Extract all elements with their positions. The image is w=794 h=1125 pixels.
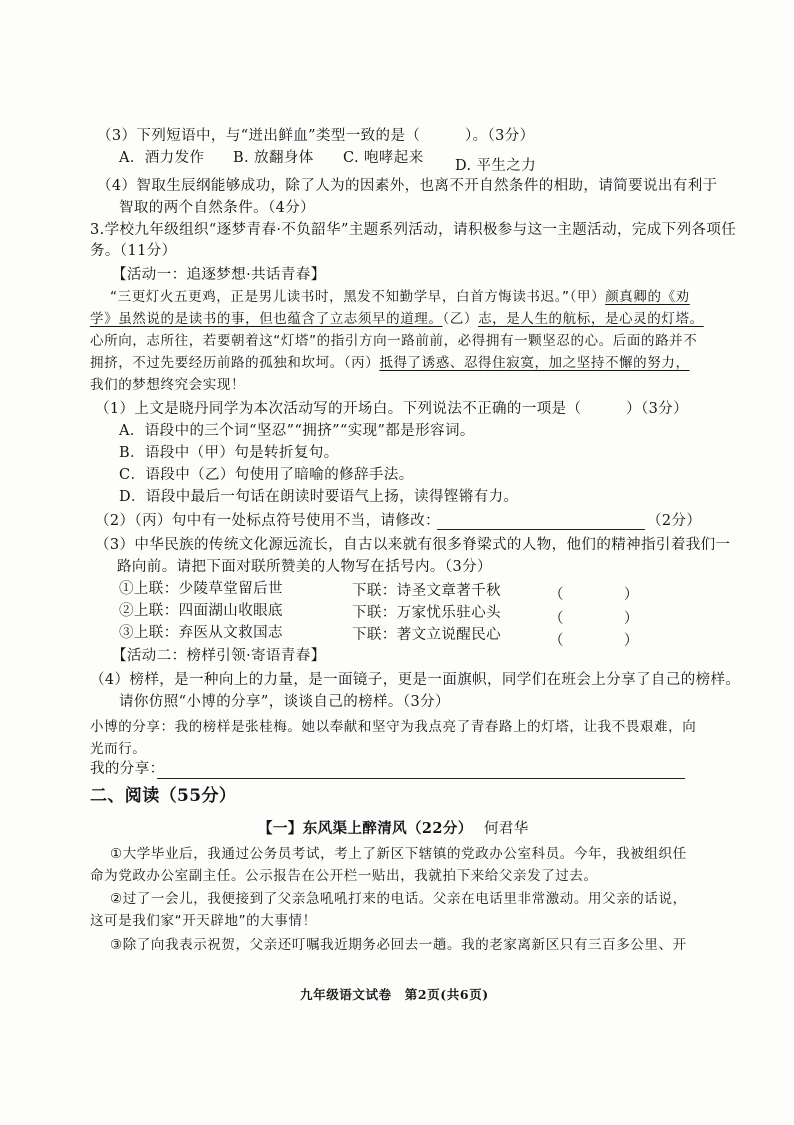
passage-para-1-line2: 命为党政办公室副主任。公示报告在公开栏一贴出，我就拍下来给父亲发了过去。 xyxy=(90,868,598,884)
couplet-2-lower: 下联：万家忧乐驻心头 xyxy=(352,605,501,621)
task3-line2: 务。（11分） xyxy=(90,243,177,259)
sub4-line1: （4）榜样，是一种向上的力量，是一面镜子，更是一面旗帜，同学们在班会上分享了自己的榜样。 xyxy=(90,672,741,688)
q3-stem: （3）下列短语中，与“迸出鲜血”类型一致的是（ ）。（3分） xyxy=(97,128,535,144)
activity1-underlined: 抵得了诱惑、忍得住寂寞，加之坚持不懈的努力， xyxy=(379,355,690,371)
passage-para-2-line2: 这可是我们家“开天辟地”的大事情！ xyxy=(90,913,317,929)
paren-close: ） xyxy=(623,587,639,603)
passage-para-1-line1: ①大学毕业后，我通过公务员考试，考上了新区下辖镇的党政办公室科员。今年，我被组织任 xyxy=(110,846,687,862)
activity1-para-line4 xyxy=(90,354,690,372)
activity1-para-line3: 心所向，志所往，若要朝着这“灯塔”的指引方向一路前前，必得拥有一颗坚忍的心。后面的路并不 xyxy=(90,333,698,349)
activity1-text: “三更灯火五更鸡，正是男儿读书时，黑发不知勤学早，白首方悔读书迟。”（甲） xyxy=(110,289,606,305)
activity1-title: 【活动一：追逐梦想·共话青春】 xyxy=(112,267,326,283)
couplet-2-upper: ②上联：四面湖山收眼底 xyxy=(119,603,283,619)
activity1-para-line1 xyxy=(110,288,690,306)
sub4-example-line1: 小博的分享：我的榜样是张桂梅。她以奉献和坚守为我点亮了青春路上的灯塔，让我不畏艰难，向 xyxy=(90,719,697,735)
paren-open: （ xyxy=(549,633,564,649)
activity1-underlined: 志，是人生的航标，是心灵的灯塔。 xyxy=(478,311,704,327)
couplet-1-answer-paren[interactable] xyxy=(549,586,639,604)
sub4-example-line2: 光而行。 xyxy=(90,741,147,757)
q3-option-c: C. 咆哮起来 xyxy=(343,150,424,166)
sub2-score: （2分） xyxy=(647,513,702,529)
passage-author: 何君华 xyxy=(484,821,529,837)
passage-para-3-line1: ③除了向我表示祝贺，父亲还叮嘱我近期务必回去一趟。我的老家离新区只有三百多公里、开 xyxy=(110,937,687,953)
sub4-my-share-label: 我的分享： xyxy=(90,761,165,777)
couplet-2-answer-paren[interactable] xyxy=(549,610,639,628)
activity1-para-line2 xyxy=(90,310,704,328)
q4-line1: （4）智取生辰纲能够成功，除了人为的因素外，也离不开自然条件的相助，请简要说出有利于 xyxy=(97,178,718,194)
activity1-text: （乙） xyxy=(442,311,479,327)
paren-close: ） xyxy=(623,633,639,649)
couplet-3-answer-paren[interactable] xyxy=(549,632,639,650)
sub2-answer-blank[interactable] xyxy=(437,515,645,530)
paren-open: （ xyxy=(549,611,564,627)
couplet-3-upper: ③上联：弃医从文救国志 xyxy=(119,625,283,641)
paren-close: ） xyxy=(623,611,639,627)
activity1-text: 拥挤，不过先要经历前路的孤独和坎坷。（丙） xyxy=(90,355,380,371)
sub4-answer-blank[interactable] xyxy=(157,764,685,779)
sub1-stem: （1）上文是晓丹同学为本次活动写的开场白。下列说法不正确的一项是（ ）（3分） xyxy=(95,401,689,417)
sub1-option-b: B．语段中（甲）句是转折复句。 xyxy=(119,445,339,461)
q3-option-d: D. 平生之力 xyxy=(455,158,537,174)
sub1-option-d: D．语段中最后一句话在朗读时要语气上扬，读得铿锵有力。 xyxy=(119,489,519,505)
paren-open: （ xyxy=(549,587,564,603)
sub1-option-c: C．语段中（乙）句使用了暗喻的修辞手法。 xyxy=(119,467,414,483)
couplet-3-lower: 下联：著文立说醒民心 xyxy=(352,627,501,643)
sub4-line2: 请你仿照“小博的分享”，谈谈自己的榜样。（3分） xyxy=(119,694,450,710)
activity1-para-line5: 我们的梦想终究会实现！ xyxy=(90,377,246,393)
sub3-line2: 路向前。请把下面对联所赞美的人物写在括号内。（3分） xyxy=(117,559,492,575)
activity1-underlined: 学》虽然说的是读书的事，但也蕴含了立志须早的道理。 xyxy=(90,311,443,327)
sub2-stem: （2）（丙）句中有一处标点符号使用不当，请修改： xyxy=(95,513,441,529)
page-footer: 九年级语文试卷 第2页(共6页) xyxy=(300,987,489,1002)
q4-line2: 智取的两个自然条件。（4分） xyxy=(119,200,316,216)
sub3-line1: （3）中华民族的传统文化源远流长，自古以来就有很多脊梁式的人物，他们的精神指引着我们一 xyxy=(95,537,731,553)
q3-option-a: A．酒力发作 xyxy=(119,150,205,166)
couplet-1-upper: ①上联：少陵草堂留后世 xyxy=(119,581,283,597)
task3-line1: 3.学校九年级组织“逐梦青春·不负韶华”主题系列活动，请积极参与这一主题活动，完成下列各项任 xyxy=(90,222,737,238)
section2-title: 二、阅读（55分） xyxy=(90,786,237,806)
couplet-1-lower: 下联：诗圣文章著千秋 xyxy=(352,583,501,599)
sub1-option-a: A．语段中的三个词“坚忍”“拥挤”“实现”都是形容词。 xyxy=(119,423,475,439)
passage-para-2-line1: ②过了一会儿，我便接到了父亲急吼吼打来的电话。父亲在电话里非常激动。用父亲的话说， xyxy=(110,891,687,907)
q3-option-b: B. 放翻身体 xyxy=(233,150,314,166)
passage-title: 【一】东风渠上醉清风（22分） xyxy=(258,820,473,837)
activity1-underlined: 颜真卿的《劝 xyxy=(605,289,690,305)
activity2-title: 【活动二：榜样引领·寄语青春】 xyxy=(112,648,326,664)
